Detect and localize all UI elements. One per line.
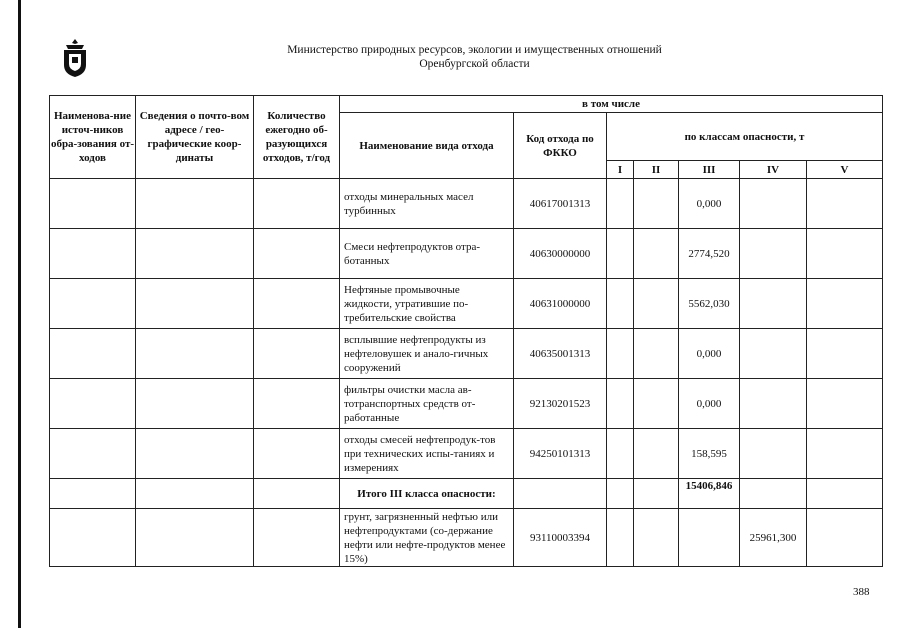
waste-code-cell: 40630000000 [514,229,607,279]
table-row [50,509,883,567]
class-4-value: 25961,300 [740,509,807,567]
class-3-value: 2774,520 [679,229,740,279]
header-hazard-classes: по классам опасности, т [607,113,883,161]
total-row [50,479,883,509]
table-row [50,429,883,479]
class-4-value [740,179,807,229]
page-number: 388 [853,586,870,598]
class-3-value: 0,000 [679,379,740,429]
header-class-3: III [679,161,740,179]
waste-code-cell: 93110003394 [514,509,607,567]
total-label: Итого III класса опасности: [340,479,514,509]
waste-name-cell: фильтры очистки масла ав-тотранспортных средств от-работанные [340,379,514,429]
class-3-value: 0,000 [679,179,740,229]
class-4-value [740,329,807,379]
class-4-value [740,279,807,329]
waste-code-cell: 40635001313 [514,329,607,379]
header-quantity: Количество ежегодно об-разующихся отходов, т/год [254,96,340,179]
header-address: Сведения о почто-вом адресе / гео-графические коор-динаты [136,96,254,179]
class-3-value: 158,595 [679,429,740,479]
region-title: Оренбургской области [419,58,530,70]
class-3-value: 5562,030 [679,279,740,329]
header-waste-code: Код отхода по ФККО [514,113,607,179]
header-class-1: I [607,161,634,179]
waste-name-cell: Смеси нефтепродуктов отра-ботанных [340,229,514,279]
ministry-title: Министерство природных ресурсов, экологии и имущественных отношений [287,44,662,56]
table-row [50,279,883,329]
header-class-4: IV [740,161,807,179]
waste-code-cell: 40617001313 [514,179,607,229]
header-including: в том числе [340,96,883,113]
waste-name-cell: грунт, загрязненный нефтью или нефтепродуктами (со-держание нефти или нефте-продуктов менее 15%) [340,509,514,567]
waste-name-cell: отходы минеральных масел турбинных [340,179,514,229]
total-class-3-value: 15406,846 [679,479,740,509]
class-3-value [679,509,740,567]
class-3-value: 0,000 [679,329,740,379]
header-sources: Наименова-ние источ-ников обра-зования от-ходов [50,96,136,179]
class-4-value [740,229,807,279]
left-margin-line [18,0,21,628]
class-4-value [740,379,807,429]
table-row [50,379,883,429]
class-4-value [740,429,807,479]
header-class-5: V [807,161,883,179]
table-row [50,329,883,379]
table-row [50,229,883,279]
waste-code-cell: 92130201523 [514,379,607,429]
waste-name-cell: всплывшие нефтепродукты из нефтеловушек и анало-гичных сооружений [340,329,514,379]
waste-name-cell: Нефтяные промывочные жидкости, утратившие по-требительские свойства [340,279,514,329]
waste-code-cell: 40631000000 [514,279,607,329]
table-row [50,179,883,229]
waste-code-cell: 94250101313 [514,429,607,479]
header-class-2: II [634,161,679,179]
waste-name-cell: отходы смесей нефтепродук-тов при технических испы-таниях и измерениях [340,429,514,479]
header-waste-name: Наименование вида отхода [340,113,514,179]
waste-table [49,95,883,567]
